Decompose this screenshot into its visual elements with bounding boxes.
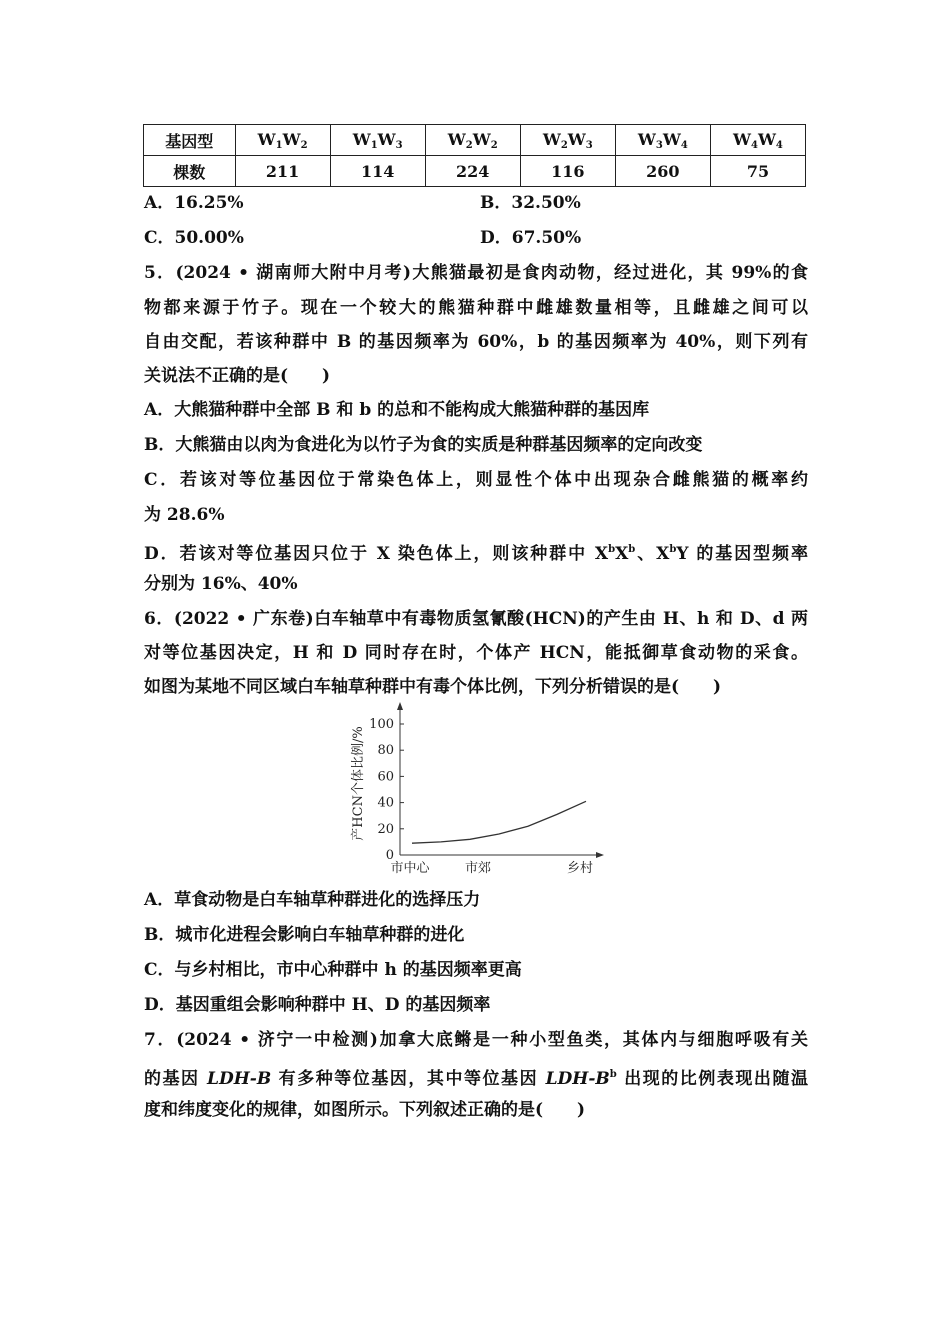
q7-stem-line-1: [144, 1028, 808, 1052]
y-axis-label: 产HCN个体比例/%: [351, 726, 366, 841]
q7-text: 出现的比例表现出随温: [616, 1069, 808, 1089]
gene-name: LDH-B: [207, 1069, 272, 1089]
q4-option-d: D．67.50%: [480, 228, 582, 248]
q5-option-c-line-2: 为 28.6%: [144, 505, 225, 525]
y-tick-label: 80: [377, 743, 394, 759]
table-header-cell: $W_4W_4$: [710, 125, 805, 156]
q5-option-a: A．大熊猫种群中全部 B 和 b 的总和不能构成大熊猫种群的基因库: [144, 400, 650, 420]
y-axis-arrow: [397, 702, 403, 710]
q4-option-b: B．32.50%: [480, 193, 581, 213]
q5-option-b: B．大熊猫由以肉为食进化为以竹子为食的实质是种群基因频率的定向改变: [144, 435, 703, 455]
superscript: b: [608, 544, 616, 555]
x-tick-label: 乡村: [566, 861, 594, 876]
q6-text: 白车轴草中有毒物质氢氰酸(HCN)的产生由 H、h 和 D、d 两: [313, 609, 808, 629]
q5-option-d-text: Y 的基因型频率: [676, 544, 808, 564]
table-header-cell: $W_1W_3$: [330, 125, 425, 156]
superscript: b: [669, 544, 677, 555]
table-header-row: [144, 125, 806, 156]
q7-stem-line-2: [144, 1063, 808, 1091]
q5-stem-line-2: 物都来源于竹子。现在一个较大的熊猫种群中雌雄数量相等，且雌雄之间可以: [144, 298, 808, 318]
q6-stem-line-1: [144, 607, 808, 631]
superscript: b: [609, 1069, 617, 1080]
q5-option-c-line-1: C．若该对等位基因位于常染色体上，则显性个体中出现杂合雌熊猫的概率约: [144, 470, 808, 490]
y-tick-label: 100: [369, 717, 394, 732]
q5-option-d-text: X: [615, 544, 629, 564]
genotype-table: [143, 124, 806, 187]
y-tick-label: 40: [377, 795, 394, 811]
q5-option-d-text: 、X: [635, 544, 670, 564]
x-tick-label: 市中心: [390, 861, 430, 876]
hcn-line-chart: [340, 700, 610, 880]
table-cell: 116: [520, 156, 615, 187]
table-cell: 260: [615, 156, 710, 187]
q5-number: 5．: [144, 263, 176, 283]
q7-source: (2024 • 济宁一中检测): [176, 1030, 378, 1050]
q5-text: 大熊猫最初是食肉动物，经过进化，其 99%的食: [411, 263, 808, 283]
q7-number: 7．: [144, 1030, 177, 1050]
table-header-cell: $W_3W_4$: [615, 125, 710, 156]
q6-option-c: C．与乡村相比，市中心种群中 h 的基因频率更高: [144, 960, 522, 980]
superscript: b: [628, 544, 636, 555]
table-row: [144, 156, 806, 187]
q6-stem-line-2: 对等位基因决定，H 和 D 同时存在时，个体产 HCN，能抵御草食动物的采食。: [144, 643, 808, 663]
q7-stem-line-3: 度和纬度变化的规律，如图所示。下列叙述正确的是( ): [144, 1100, 586, 1120]
q5-source: (2024 • 湖南师大附中月考): [175, 263, 412, 283]
q6-option-d: D．基因重组会影响种群中 H、D 的基因频率: [144, 995, 491, 1015]
gene-name: LDH-B: [545, 1069, 610, 1089]
q5-option-d-line-1: [144, 538, 808, 566]
series-line: [412, 801, 586, 843]
q4-option-c: C．50.00%: [144, 228, 244, 248]
x-axis-arrow: [596, 852, 604, 858]
q7-text: 加拿大底鳉是一种小型鱼类，其体内与细胞呼吸有关: [377, 1030, 808, 1050]
x-tick-label: 市郊: [464, 861, 492, 876]
q6-source: (2022 • 广东卷): [173, 609, 314, 629]
q5-option-d-text: D．若该对等位基因只位于 X 染色体上，则该种群中 X: [144, 544, 609, 564]
table-header-cell: $W_1W_2$: [235, 125, 330, 156]
q6-option-b: B．城市化进程会影响白车轴草种群的进化: [144, 925, 465, 945]
table-header-cell: $W_2W_3$: [520, 125, 615, 156]
q7-text: 有多种等位基因，其中等位基因: [271, 1069, 546, 1089]
table-cell: 211: [235, 156, 330, 187]
table-header-cell: 基因型: [144, 125, 236, 156]
y-tick-label: 60: [377, 769, 394, 785]
q5-option-d-line-2: 分别为 16%、40%: [144, 574, 298, 594]
q7-text: 的基因: [144, 1069, 208, 1089]
table-cell: 75: [710, 156, 805, 187]
q5-stem-line-3: 自由交配，若该种群中 B 的基因频率为 60%，b 的基因频率为 40%，则下列有: [144, 332, 808, 352]
table-cell: 114: [330, 156, 425, 187]
y-tick-label: 20: [377, 821, 394, 837]
q5-stem-line-4: 关说法不正确的是( ): [144, 366, 331, 386]
q6-number: 6．: [144, 609, 174, 629]
q5-stem-line-1: [144, 261, 808, 285]
table-cell: 224: [425, 156, 520, 187]
q6-option-a: A．草食动物是白车轴草种群进化的选择压力: [144, 890, 481, 910]
table-row-label: 棵数: [144, 156, 236, 187]
q6-stem-line-3: 如图为某地不同区域白车轴草种群中有毒个体比例，下列分析错误的是( ): [144, 677, 722, 697]
table-header-cell: $W_2W_2$: [425, 125, 520, 156]
q4-option-a: A．16.25%: [144, 193, 244, 213]
y-tick-label: 0: [385, 848, 394, 863]
